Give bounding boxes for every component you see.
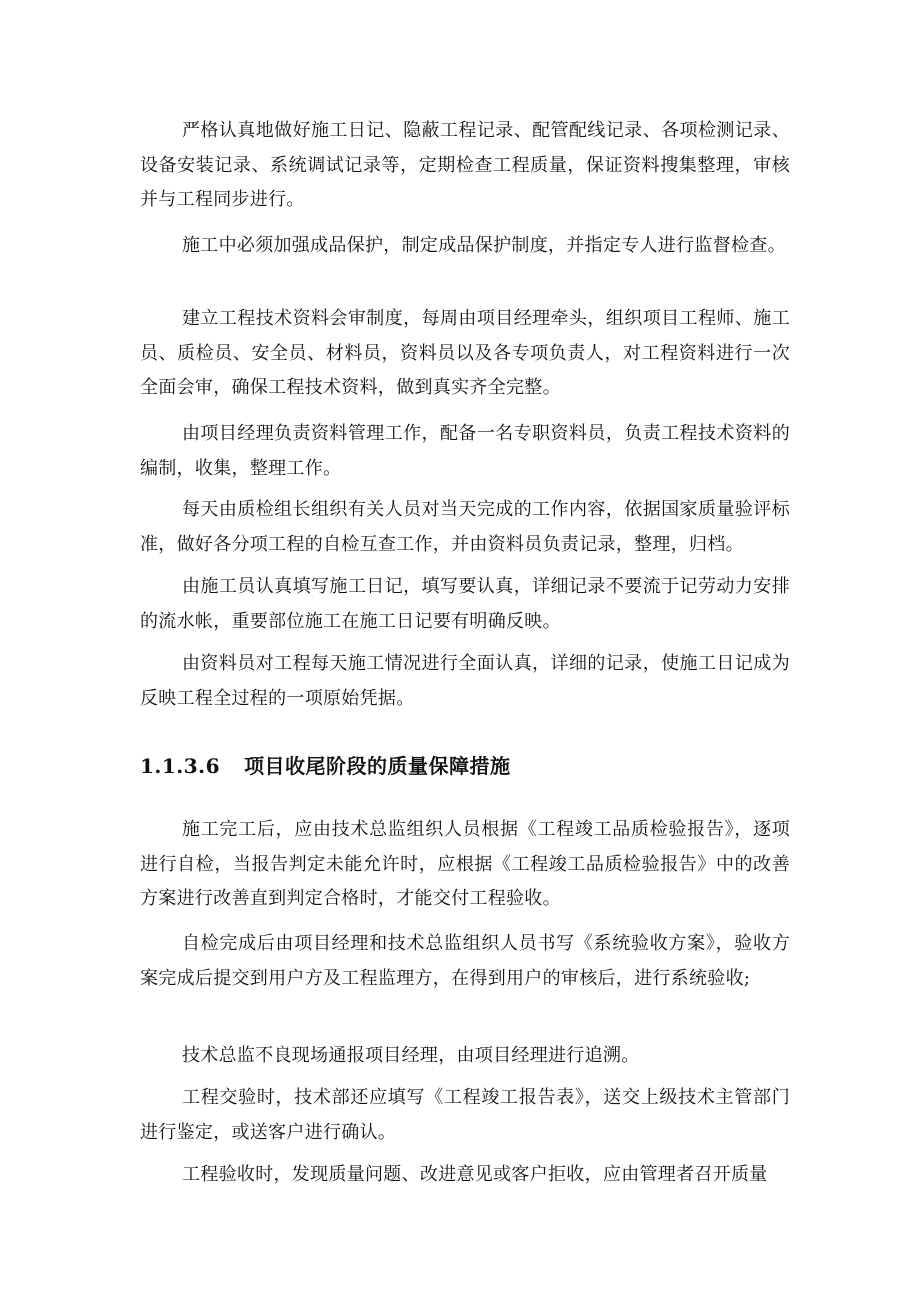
paragraph-original-evidence: 由资料员对工程每天施工情况进行全面认真，详细的记录，使施工日记成为反映工程全过程的一项原始凭据。: [140, 653, 790, 709]
paragraph-daily-inspection: 每天由质检组长组织有关人员对当天完成的工作内容，依据国家质量验评标准，做好各分项工程的自检互查工作，并由资料员负责记录，整理，归档。: [140, 499, 790, 555]
section-heading: [140, 748, 790, 784]
paragraph-traceback: 技术总监不良现场通报项目经理，由项目经理进行追溯。: [182, 1045, 640, 1066]
paragraph-product-protection: 施工中必须加强成品保护，制定成品保护制度，并指定专人进行监督检查。: [182, 235, 786, 256]
paragraph-acceptance-plan: 自检完成后由项目经理和技术总监组织人员书写《系统验收方案》，验收方案完成后提交到用户方及工程监理方，在得到用户的审核后，进行系统验收;: [140, 933, 790, 989]
paragraph-quality-issues: 工程验收时，发现质量问题、改进意见或客户拒收，应由管理者召开质量: [182, 1164, 768, 1185]
paragraph-review-system: 建立工程技术资料会审制度，每周由项目经理牵头，组织项目工程师、施工员、质检员、安全员、材料员，资料员以及各专项负责人，对工程资料进行一次全面会审，确保工程技术资料，做到真实齐全完整。: [140, 308, 790, 398]
paragraph-completion-report: 工程交验时，技术部还应填写《工程竣工报告表》，送交上级技术主管部门进行鉴定，或送客户进行确认。: [140, 1087, 790, 1143]
section-number: 1.1.3.6: [140, 754, 221, 778]
paragraph-data-management: 由项目经理负责资料管理工作，配备一名专职资料员，负责工程技术资料的编制，收集，整理工作。: [140, 423, 790, 479]
paragraph-records: 严格认真地做好施工日记、隐蔽工程记录、配管配线记录、各项检测记录、设备安装记录、系统调试记录等，定期检查工程质量，保证资料搜集整理，审核并与工程同步进行。: [140, 120, 790, 210]
paragraph-construction-diary: 由施工员认真填写施工日记，填写要认真，详细记录不要流于记劳动力安排的流水帐，重要部位施工在施工日记要有明确反映。: [140, 576, 790, 632]
paragraph-completion-check: 施工完工后，应由技术总监组织人员根据《工程竣工品质检验报告》，逐项进行自检，当报告判定未能允许时，应根据《工程竣工品质检验报告》中的改善方案进行改善直到判定合格时，才能交付工程验收。: [140, 819, 790, 909]
section-title: 项目收尾阶段的质量保障措施: [244, 754, 511, 778]
